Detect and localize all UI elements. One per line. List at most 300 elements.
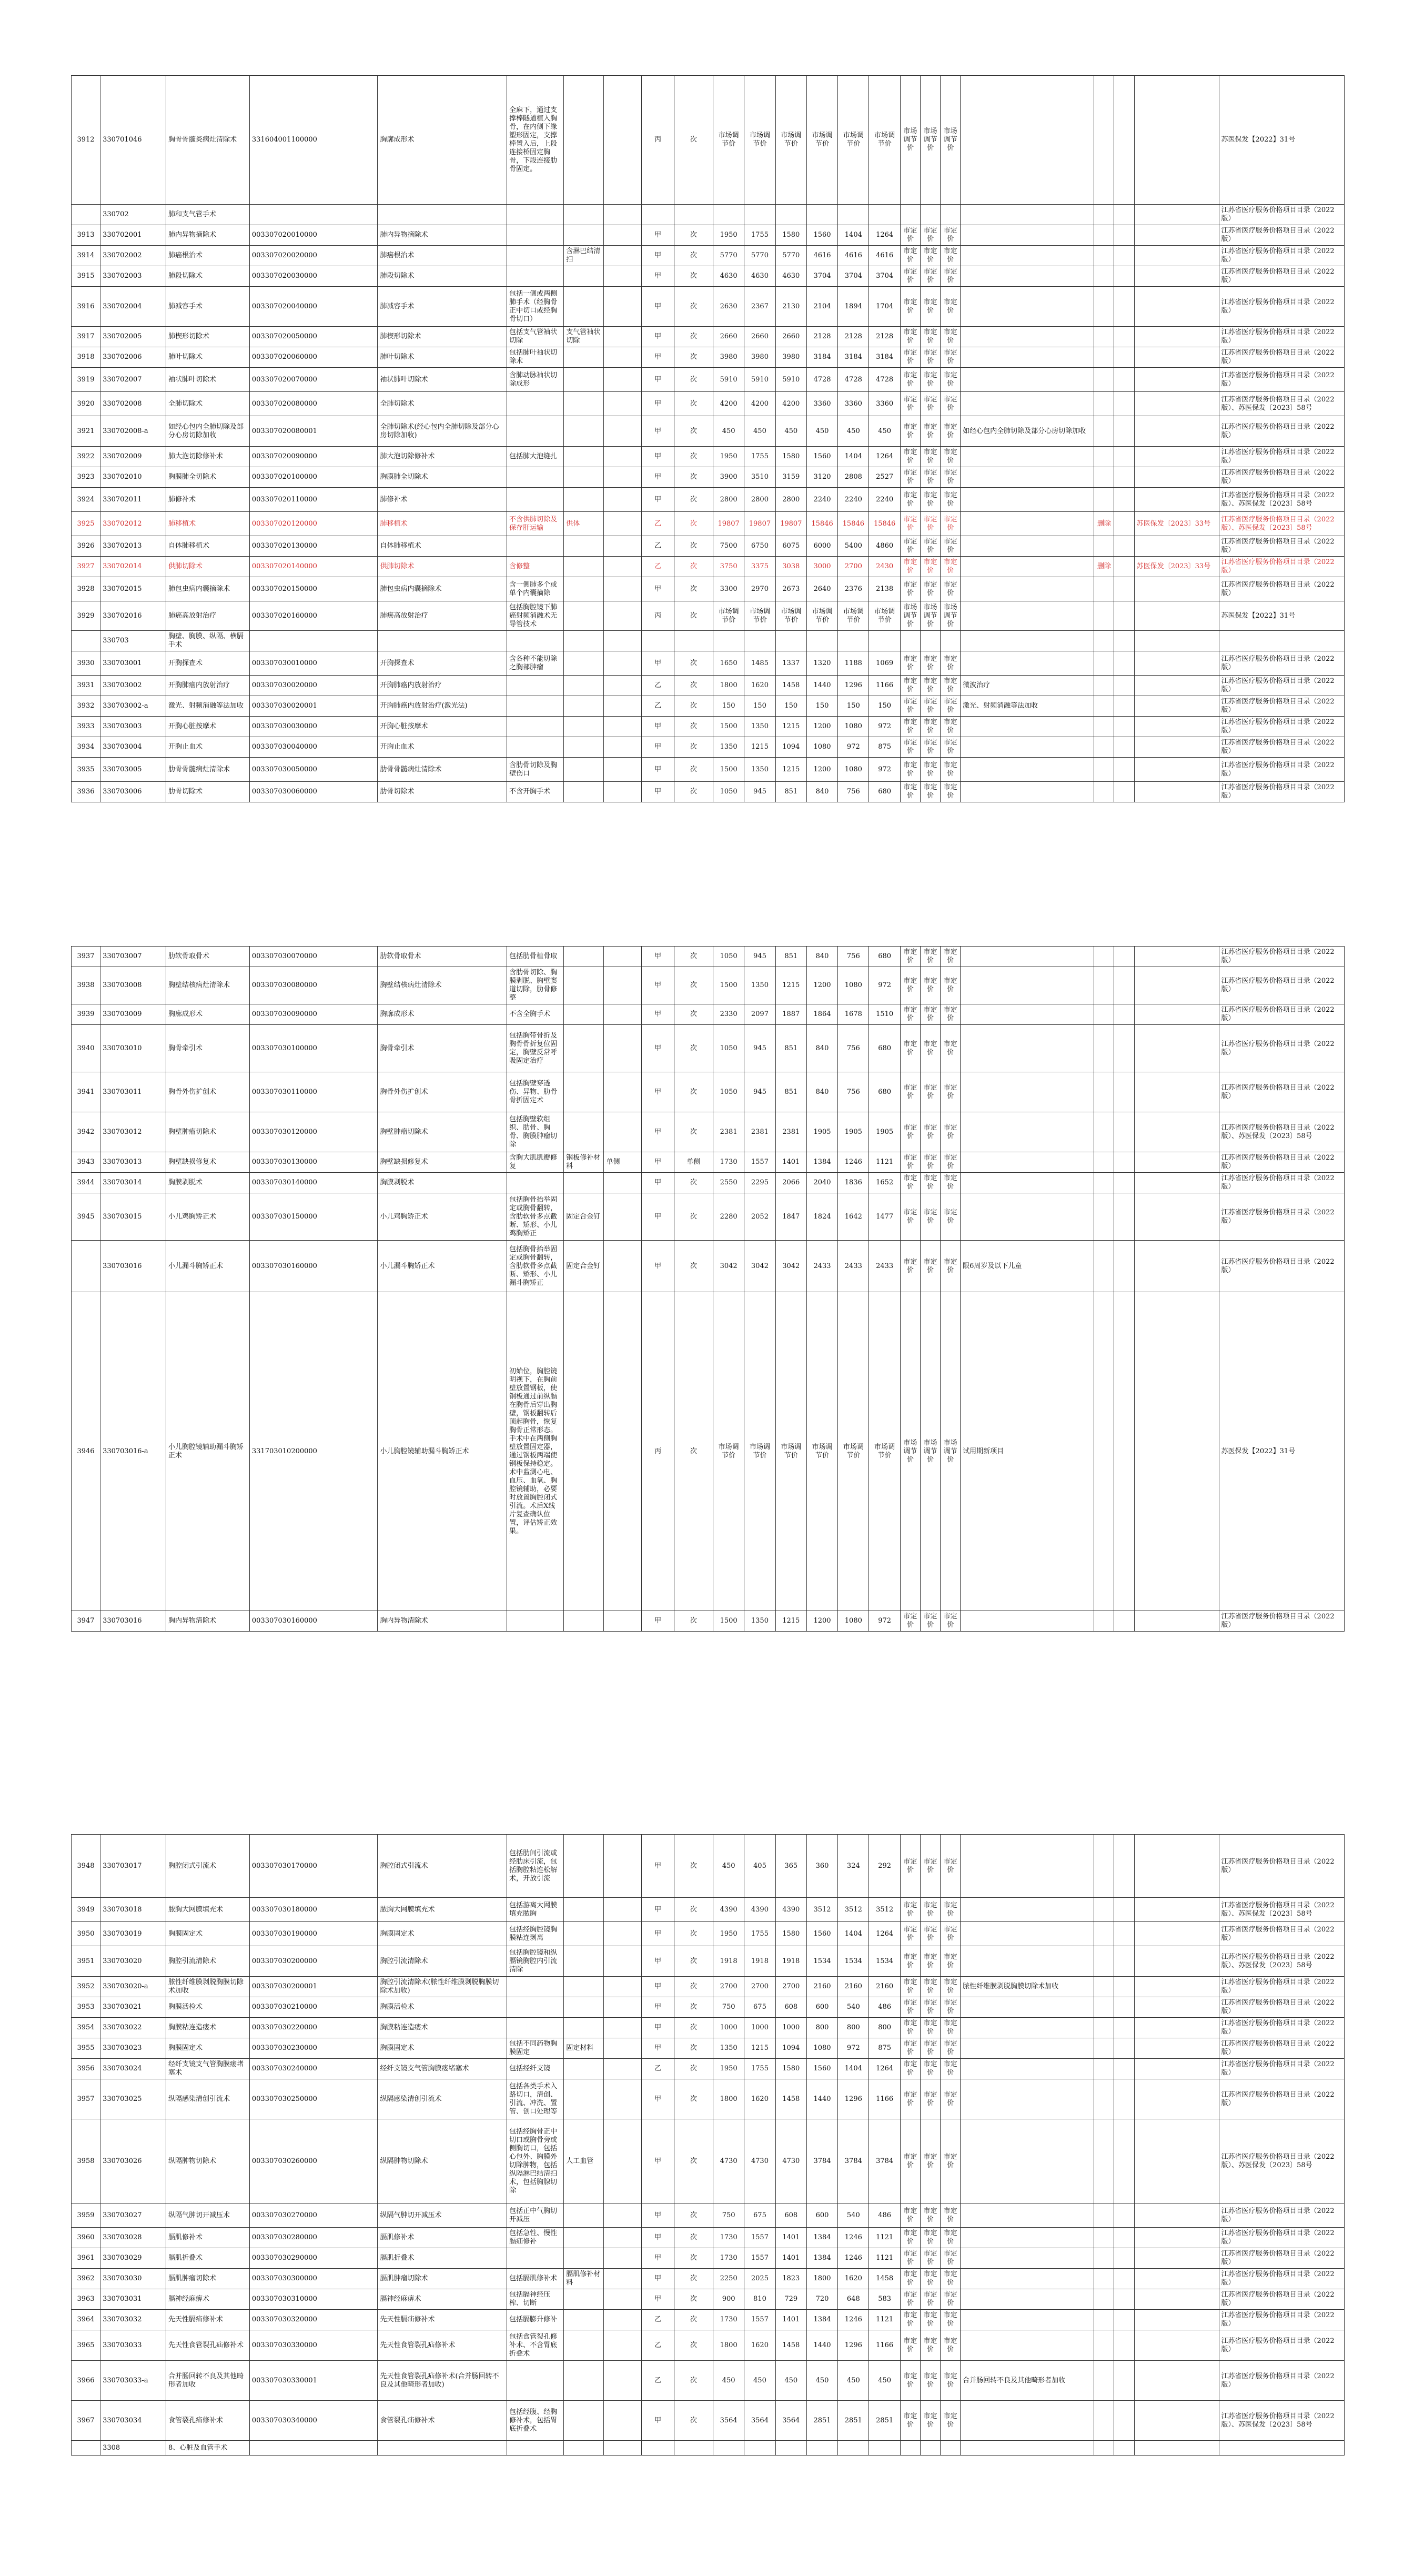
cell-fee-3: 市定价 xyxy=(941,2330,961,2361)
cell-fee-2: 市定价 xyxy=(920,1922,940,1946)
table-row xyxy=(72,2119,1345,2203)
cell-fee-2: 市定价 xyxy=(920,717,940,737)
cell-fee-1: 市定价 xyxy=(900,2079,920,2119)
cell-unit: 次 xyxy=(674,2330,713,2361)
cell-price-6: 875 xyxy=(869,2038,900,2059)
cell-standard-name: 胸骨牵引术 xyxy=(378,1025,507,1072)
cell-unit-note xyxy=(604,782,642,802)
cell-source: 江苏省医疗服务价格项目目录（2022版） xyxy=(1219,2289,1344,2310)
cell-price-1: 1800 xyxy=(713,676,744,696)
cell-code: 330703016 xyxy=(100,1241,166,1292)
cell-price-1: 4200 xyxy=(713,392,744,416)
cell-flag-1 xyxy=(1094,1004,1114,1025)
cell-class: 甲 xyxy=(642,246,674,266)
cell-connotation: 包括一侧或两侧肺手术（经胸骨正中切口或经胸骨切口） xyxy=(507,287,564,327)
cell-price-1: 市场调节价 xyxy=(713,1292,744,1611)
cell-standard-name: 胸膜活检术 xyxy=(378,1997,507,2018)
cell-source: 江苏省医疗服务价格项目目录（2022版）、苏医保发〔2023〕58号 xyxy=(1219,512,1344,536)
cell-fee-3: 市定价 xyxy=(941,447,961,467)
cell-revision-doc xyxy=(1134,1193,1219,1241)
cell-price-6: 1264 xyxy=(869,2059,900,2079)
cell-revision-doc xyxy=(1134,327,1219,347)
cell-price-6: 486 xyxy=(869,2203,900,2228)
cell-class: 甲 xyxy=(642,368,674,392)
cell-remarks xyxy=(961,2059,1094,2079)
cell-revision-doc xyxy=(1134,2059,1219,2079)
cell-price-1: 1350 xyxy=(713,737,744,758)
cell-connotation: 含修整 xyxy=(507,557,564,577)
cell-unit: 次 xyxy=(674,2361,713,2401)
cell-price-2: 3375 xyxy=(744,557,775,577)
cell-price-3: 3038 xyxy=(775,557,806,577)
cell-excluded xyxy=(564,2203,604,2228)
cell-code: 330703011 xyxy=(100,1072,166,1112)
cell-name: 膈肌折叠术 xyxy=(166,2248,250,2269)
cell-source: 江苏省医疗服务价格项目目录（2022版） xyxy=(1219,967,1344,1004)
cell-flag-2 xyxy=(1114,488,1134,512)
cell-flag-1 xyxy=(1094,368,1114,392)
cell-price-2: 810 xyxy=(744,2289,775,2310)
cell-code: 330702013 xyxy=(100,536,166,557)
cell-remarks xyxy=(961,392,1094,416)
cell-fee-3: 市定价 xyxy=(941,2361,961,2401)
cell-fee-1: 市定价 xyxy=(900,2119,920,2203)
cell-fee-1: 市定价 xyxy=(900,1898,920,1922)
cell-flag-2 xyxy=(1114,1611,1134,1632)
cell-revision-doc xyxy=(1134,717,1219,737)
cell-fee-3: 市定价 xyxy=(941,967,961,1004)
cell-name: 脓性纤维膜剥脱胸膜切除术加收 xyxy=(166,1977,250,1997)
cell-price-4: 2851 xyxy=(806,2401,837,2441)
cell-excluded xyxy=(564,2289,604,2310)
cell-price-3: 1580 xyxy=(775,447,806,467)
cell-connotation: 包括膈肌修补术 xyxy=(507,2269,564,2289)
cell-fee-2: 市定价 xyxy=(920,246,940,266)
cell-class: 甲 xyxy=(642,1072,674,1112)
table-row xyxy=(72,1193,1345,1241)
cell-fee-3: 市定价 xyxy=(941,1112,961,1152)
cell-connotation: 包括膈神经压榨、切断 xyxy=(507,2289,564,2310)
cell-price-5: 2433 xyxy=(838,1241,869,1292)
cell-source: 江苏省医疗服务价格项目目录（2022版） xyxy=(1219,737,1344,758)
cell-remarks xyxy=(961,2038,1094,2059)
cell-code: 330703020-a xyxy=(100,1977,166,1997)
cell-excluded xyxy=(564,1835,604,1898)
cell-price-4: 3512 xyxy=(806,1898,837,1922)
cell-standard-name: 纵隔气肿切开减压术 xyxy=(378,2203,507,2228)
cell-fee-3: 市定价 xyxy=(941,2269,961,2289)
table-row xyxy=(72,631,1345,651)
cell-price-1: 1730 xyxy=(713,2228,744,2248)
cell-national-code: 003307030220000 xyxy=(249,2018,378,2038)
table-row xyxy=(72,557,1345,577)
cell-class: 甲 xyxy=(642,2401,674,2441)
cell-name: 胸内异物清除术 xyxy=(166,1611,250,1632)
cell-remarks xyxy=(961,467,1094,488)
cell-price-2: 2097 xyxy=(744,1004,775,1025)
cell-price-3: 3564 xyxy=(775,2401,806,2441)
cell-connotation xyxy=(507,2248,564,2269)
cell-price-2: 5770 xyxy=(744,246,775,266)
cell-name: 胸壁肿瘤切除术 xyxy=(166,1112,250,1152)
cell-fee-2: 市定价 xyxy=(920,2401,940,2441)
cell-national-code: 003307030160000 xyxy=(249,1611,378,1632)
cell-unit: 次 xyxy=(674,758,713,782)
cell-fee-2: 市定价 xyxy=(920,467,940,488)
cell-national-code: 003307030250000 xyxy=(249,2079,378,2119)
cell-price-3: 1215 xyxy=(775,967,806,1004)
cell-price-1 xyxy=(713,205,744,225)
cell-fee-3: 市定价 xyxy=(941,536,961,557)
cell-name: 膈神经麻痹术 xyxy=(166,2289,250,2310)
cell-excluded xyxy=(564,225,604,246)
cell-national-code: 003307030040000 xyxy=(249,737,378,758)
cell-code: 330703024 xyxy=(100,2059,166,2079)
cell-remarks xyxy=(961,967,1094,1004)
cell-connotation: 包括胸壁穿透伤、异物、肋骨骨折固定术 xyxy=(507,1072,564,1112)
cell-remarks xyxy=(961,737,1094,758)
cell-fee-3 xyxy=(941,205,961,225)
cell-name: 纵隔感染清创引流术 xyxy=(166,2079,250,2119)
cell-name: 胸膜活检术 xyxy=(166,1997,250,2018)
cell-fee-2: 市定价 xyxy=(920,447,940,467)
cell-price-3: 1094 xyxy=(775,737,806,758)
cell-unit: 次 xyxy=(674,327,713,347)
cell-remarks xyxy=(961,2269,1094,2289)
cell-price-6: 1458 xyxy=(869,2269,900,2289)
cell-price-3: 851 xyxy=(775,1025,806,1072)
cell-fee-1: 市定价 xyxy=(900,2330,920,2361)
cell-source: 江苏省医疗服务价格项目目录（2022版） xyxy=(1219,676,1344,696)
cell-fee-2: 市定价 xyxy=(920,266,940,287)
cell-price-2: 405 xyxy=(744,1835,775,1898)
cell-price-6: 1534 xyxy=(869,1946,900,1977)
cell-price-3: 市场调节价 xyxy=(775,601,806,631)
cell-price-2: 1755 xyxy=(744,1922,775,1946)
cell-code: 330703012 xyxy=(100,1112,166,1152)
cell-code: 330702015 xyxy=(100,577,166,601)
cell-remarks xyxy=(961,512,1094,536)
cell-price-5: 540 xyxy=(838,2203,869,2228)
cell-flag-2 xyxy=(1114,557,1134,577)
cell-revision-doc xyxy=(1134,1112,1219,1152)
cell-fee-3: 市定价 xyxy=(941,1025,961,1072)
cell-national-code: 003307030070000 xyxy=(249,947,378,967)
cell-price-3: 1000 xyxy=(775,2018,806,2038)
cell-seq: 3924 xyxy=(72,488,100,512)
table-row xyxy=(72,467,1345,488)
cell-price-3: 市场调节价 xyxy=(775,1292,806,1611)
cell-price-6: 583 xyxy=(869,2289,900,2310)
cell-price-3: 1401 xyxy=(775,1152,806,1173)
cell-price-5: 1404 xyxy=(838,447,869,467)
cell-unit-note xyxy=(604,2059,642,2079)
cell-price-6: 150 xyxy=(869,696,900,717)
cell-seq: 3929 xyxy=(72,601,100,631)
cell-source: 江苏省医疗服务价格项目目录（2022版） xyxy=(1219,2361,1344,2401)
cell-connotation: 包括胸骨抬举固定或胸骨翻转，含肋软骨多点截断、矫形、小儿鸡胸矫正 xyxy=(507,1193,564,1241)
cell-national-code: 003307020100000 xyxy=(249,467,378,488)
cell-price-4: 1384 xyxy=(806,1152,837,1173)
cell-national-code: 003307030150000 xyxy=(249,1193,378,1241)
cell-price-2: 2052 xyxy=(744,1193,775,1241)
cell-price-6: 3512 xyxy=(869,1898,900,1922)
cell-unit: 次 xyxy=(674,246,713,266)
cell-remarks xyxy=(961,225,1094,246)
cell-flag-2 xyxy=(1114,2441,1134,2456)
cell-flag-1 xyxy=(1094,782,1114,802)
cell-price-1 xyxy=(713,2441,744,2456)
table-row xyxy=(72,1977,1345,1997)
cell-revision-doc xyxy=(1134,2203,1219,2228)
cell-price-5: 648 xyxy=(838,2289,869,2310)
cell-fee-2: 市定价 xyxy=(920,1997,940,2018)
cell-connotation: 包括肋骨植骨取 xyxy=(507,947,564,967)
cell-remarks: 试用期新项目 xyxy=(961,1292,1094,1611)
cell-connotation: 包括肋间引流或经肋床引流，包括胸腔粘连松解术，开放引流 xyxy=(507,1835,564,1898)
cell-name: 肺和支气管手术 xyxy=(166,205,250,225)
cell-class: 甲 xyxy=(642,1977,674,1997)
cell-class: 甲 xyxy=(642,1611,674,1632)
cell-unit-note xyxy=(604,1025,642,1072)
cell-price-5: 1080 xyxy=(838,758,869,782)
cell-remarks xyxy=(961,2018,1094,2038)
cell-class: 甲 xyxy=(642,651,674,676)
cell-flag-1 xyxy=(1094,1611,1114,1632)
cell-connotation xyxy=(507,1611,564,1632)
cell-flag-2 xyxy=(1114,1152,1134,1173)
cell-unit: 次 xyxy=(674,512,713,536)
cell-standard-name: 胸腔引流清除术 xyxy=(378,1946,507,1977)
cell-price-3: 2381 xyxy=(775,1112,806,1152)
cell-price-5: 1080 xyxy=(838,1611,869,1632)
cell-unit-note xyxy=(604,2289,642,2310)
cell-code: 330702001 xyxy=(100,225,166,246)
cell-flag-1 xyxy=(1094,447,1114,467)
cell-fee-3: 市定价 xyxy=(941,782,961,802)
cell-fee-1: 市定价 xyxy=(900,447,920,467)
cell-remarks xyxy=(961,1025,1094,1072)
cell-fee-2: 市定价 xyxy=(920,758,940,782)
cell-standard-name: 先天性膈疝修补术 xyxy=(378,2310,507,2330)
cell-national-code: 003307030090000 xyxy=(249,1004,378,1025)
cell-standard-name: 肺癌高放射治疗 xyxy=(378,601,507,631)
cell-revision-doc xyxy=(1134,266,1219,287)
cell-connotation: 包括支气管袖状切除 xyxy=(507,327,564,347)
cell-price-5: 150 xyxy=(838,696,869,717)
cell-unit: 次 xyxy=(674,536,713,557)
cell-unit-note xyxy=(604,1004,642,1025)
cell-price-5: 756 xyxy=(838,1072,869,1112)
cell-price-1: 4730 xyxy=(713,2119,744,2203)
cell-price-2: 2367 xyxy=(744,287,775,327)
cell-price-3: 1337 xyxy=(775,651,806,676)
cell-seq xyxy=(72,1241,100,1292)
cell-fee-1: 市定价 xyxy=(900,1922,920,1946)
cell-flag-1 xyxy=(1094,416,1114,447)
cell-code: 330703006 xyxy=(100,782,166,802)
cell-price-6: 2433 xyxy=(869,1241,900,1292)
cell-price-1: 1800 xyxy=(713,2079,744,2119)
cell-connotation: 包括胸腔镜下肺癌射频消融术无导管技术 xyxy=(507,601,564,631)
cell-price-4: 720 xyxy=(806,2289,837,2310)
cell-price-4: 840 xyxy=(806,782,837,802)
cell-fee-2: 市定价 xyxy=(920,368,940,392)
cell-class: 丙 xyxy=(642,1292,674,1611)
cell-flag-2 xyxy=(1114,1292,1134,1611)
cell-source: 江苏省医疗服务价格项目目录（2022版） xyxy=(1219,1997,1344,2018)
cell-price-2: 2700 xyxy=(744,1977,775,1997)
cell-national-code: 003307030320000 xyxy=(249,2310,378,2330)
cell-remarks xyxy=(961,1611,1094,1632)
table-row xyxy=(72,577,1345,601)
cell-source: 江苏省医疗服务价格项目目录（2022版） xyxy=(1219,205,1344,225)
cell-fee-1: 市定价 xyxy=(900,696,920,717)
cell-price-5: 1246 xyxy=(838,2310,869,2330)
cell-unit: 次 xyxy=(674,392,713,416)
cell-source: 江苏省医疗服务价格项目目录（2022版） xyxy=(1219,536,1344,557)
cell-connotation xyxy=(507,676,564,696)
cell-flag-2 xyxy=(1114,1193,1134,1241)
cell-connotation: 包括肺叶袖状切除术 xyxy=(507,347,564,368)
cell-revision-doc xyxy=(1134,631,1219,651)
cell-national-code: 003307030140000 xyxy=(249,1173,378,1193)
cell-name: 胸骨牵引术 xyxy=(166,1025,250,1072)
cell-price-1: 1500 xyxy=(713,967,744,1004)
cell-unit-note xyxy=(604,447,642,467)
cell-remarks xyxy=(961,1152,1094,1173)
cell-unit: 次 xyxy=(674,2269,713,2289)
cell-class: 乙 xyxy=(642,2361,674,2401)
cell-fee-1: 市定价 xyxy=(900,266,920,287)
cell-source: 江苏省医疗服务价格项目目录（2022版） xyxy=(1219,467,1344,488)
cell-remarks: 脓性纤维膜剥脱胸膜切除术加收 xyxy=(961,1977,1094,1997)
cell-fee-2: 市定价 xyxy=(920,676,940,696)
cell-national-code: 003307020140000 xyxy=(249,557,378,577)
cell-price-2: 1755 xyxy=(744,447,775,467)
cell-fee-1: 市定价 xyxy=(900,512,920,536)
cell-connotation xyxy=(507,416,564,447)
cell-flag-2 xyxy=(1114,696,1134,717)
cell-flag-1 xyxy=(1094,225,1114,246)
cell-flag-1: 删除 xyxy=(1094,557,1114,577)
cell-unit-note xyxy=(604,327,642,347)
cell-seq: 3927 xyxy=(72,557,100,577)
cell-price-4: 1534 xyxy=(806,1946,837,1977)
cell-price-3: 19807 xyxy=(775,512,806,536)
cell-remarks xyxy=(961,447,1094,467)
cell-price-3: 5770 xyxy=(775,246,806,266)
cell-connotation: 全麻下，通过支撑棒隧道植入胸骨，在内侧下缘塑形固定，支撑棒置入后，上段连接桥固定胸骨，下段连接肋骨固定。 xyxy=(507,76,564,205)
cell-price-1 xyxy=(713,631,744,651)
cell-price-5: 1534 xyxy=(838,1946,869,1977)
cell-fee-2: 市定价 xyxy=(920,1977,940,1997)
cell-revision-doc xyxy=(1134,2269,1219,2289)
cell-unit: 次 xyxy=(674,2310,713,2330)
cell-standard-name: 膈神经麻痹术 xyxy=(378,2289,507,2310)
cell-class: 甲 xyxy=(642,225,674,246)
cell-fee-1: 市定价 xyxy=(900,1977,920,1997)
cell-seq: 3944 xyxy=(72,1173,100,1193)
cell-price-6: 680 xyxy=(869,1072,900,1112)
cell-flag-2 xyxy=(1114,1072,1134,1112)
cell-national-code: 331703010200000 xyxy=(249,1292,378,1611)
cell-fee-1: 市场调节价 xyxy=(900,1292,920,1611)
cell-unit-note xyxy=(604,1977,642,1997)
cell-class: 甲 xyxy=(642,1025,674,1072)
cell-excluded xyxy=(564,447,604,467)
cell-name: 肺包虫病内囊摘除术 xyxy=(166,577,250,601)
cell-fee-3 xyxy=(941,2441,961,2456)
cell-revision-doc xyxy=(1134,967,1219,1004)
cell-unit-note: 单侧 xyxy=(604,1152,642,1173)
cell-name: 肺楔形切除术 xyxy=(166,327,250,347)
table-row xyxy=(72,2401,1345,2441)
cell-national-code: 003307020060000 xyxy=(249,347,378,368)
cell-source: 江苏省医疗服务价格项目目录（2022版）、苏医保发〔2023〕58号 xyxy=(1219,1946,1344,1977)
cell-remarks: 限6周岁及以下儿童 xyxy=(961,1241,1094,1292)
cell-price-3: 1887 xyxy=(775,1004,806,1025)
cell-code: 330703 xyxy=(100,631,166,651)
cell-price-5: 1894 xyxy=(838,287,869,327)
cell-name: 经纤支镜支气管胸膜瘘堵塞术 xyxy=(166,2059,250,2079)
table-row xyxy=(72,2269,1345,2289)
cell-price-4: 150 xyxy=(806,696,837,717)
cell-price-6: 3360 xyxy=(869,392,900,416)
cell-fee-1: 市定价 xyxy=(900,1997,920,2018)
cell-standard-name: 小儿漏斗胸矫正术 xyxy=(378,1241,507,1292)
cell-connotation xyxy=(507,631,564,651)
cell-national-code: 003307030100000 xyxy=(249,1025,378,1072)
cell-price-2 xyxy=(744,2441,775,2456)
cell-flag-1 xyxy=(1094,696,1114,717)
cell-class: 甲 xyxy=(642,1922,674,1946)
cell-price-4: 1200 xyxy=(806,758,837,782)
cell-unit-note xyxy=(604,676,642,696)
table-row xyxy=(72,947,1345,967)
cell-price-5: 2851 xyxy=(838,2401,869,2441)
cell-fee-2: 市定价 xyxy=(920,416,940,447)
cell-price-3: 1847 xyxy=(775,1193,806,1241)
cell-class: 甲 xyxy=(642,467,674,488)
cell-price-4: 600 xyxy=(806,2203,837,2228)
cell-price-1: 1950 xyxy=(713,2059,744,2079)
cell-fee-3: 市定价 xyxy=(941,1193,961,1241)
cell-flag-1 xyxy=(1094,651,1114,676)
cell-national-code: 003307020080001 xyxy=(249,416,378,447)
cell-fee-3: 市定价 xyxy=(941,1835,961,1898)
cell-price-5: 450 xyxy=(838,416,869,447)
cell-fee-2: 市定价 xyxy=(920,651,940,676)
cell-seq: 3942 xyxy=(72,1112,100,1152)
cell-price-6: 1264 xyxy=(869,447,900,467)
cell-price-2: 1620 xyxy=(744,676,775,696)
cell-revision-doc xyxy=(1134,1835,1219,1898)
cell-fee-1: 市定价 xyxy=(900,392,920,416)
cell-code: 330703030 xyxy=(100,2269,166,2289)
cell-code: 330703034 xyxy=(100,2401,166,2441)
cell-remarks xyxy=(961,631,1094,651)
cell-price-6: 450 xyxy=(869,416,900,447)
cell-flag-2 xyxy=(1114,246,1134,266)
cell-price-2: 1755 xyxy=(744,225,775,246)
cell-class: 乙 xyxy=(642,2330,674,2361)
cell-standard-name: 肺大泡切除修补术 xyxy=(378,447,507,467)
cell-source: 江苏省医疗服务价格项目目录（2022版） xyxy=(1219,758,1344,782)
cell-seq: 3941 xyxy=(72,1072,100,1112)
cell-fee-2: 市定价 xyxy=(920,327,940,347)
cell-flag-1 xyxy=(1094,205,1114,225)
